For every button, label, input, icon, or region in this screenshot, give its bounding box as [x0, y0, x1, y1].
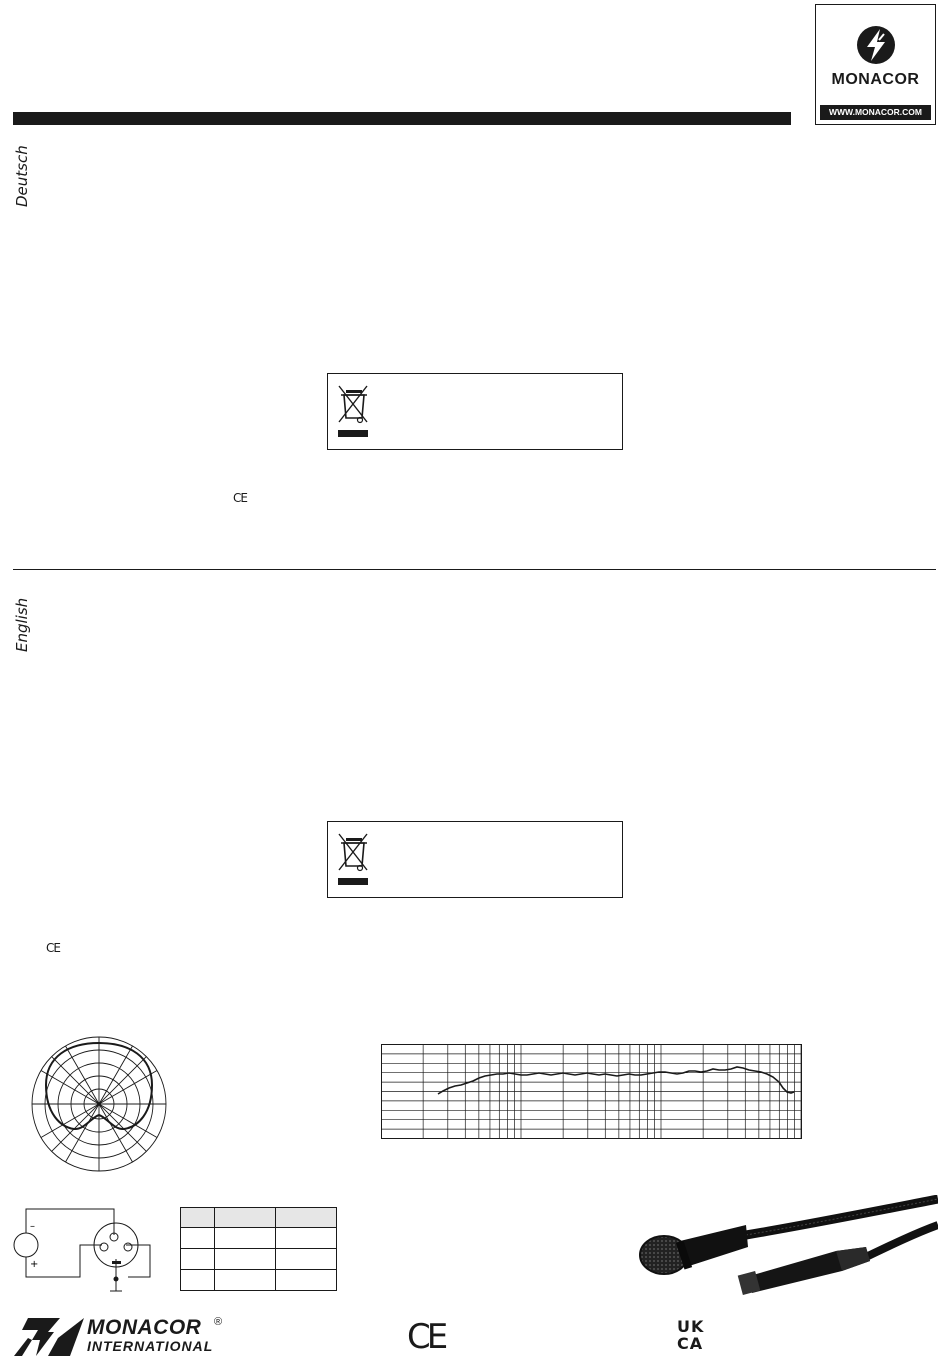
logo-brand-text: MONACOR: [831, 71, 920, 88]
section-divider: [13, 569, 936, 570]
gooseneck-microphone-image: [636, 1195, 938, 1295]
language-label-english: English: [13, 597, 31, 652]
table-cell: [276, 1228, 337, 1249]
disposal-notice-box: [327, 821, 623, 898]
ce-mark-large: CE: [407, 1317, 445, 1357]
frequency-response-graph: [381, 1044, 802, 1139]
table-row: [181, 1270, 337, 1291]
svg-text:+: +: [30, 1259, 39, 1270]
ce-mark-small: CE: [233, 491, 247, 505]
table-cell: [181, 1270, 215, 1291]
ukca-line-2: CA: [677, 1334, 704, 1353]
table-cell: [215, 1249, 276, 1270]
monacor-international-logo: [14, 1316, 234, 1356]
table-header-cell: [181, 1208, 215, 1228]
table-row: [181, 1249, 337, 1270]
language-label-deutsch: Deutsch: [13, 145, 31, 207]
ukca-line-1: UK: [677, 1317, 705, 1336]
table-header-row: [181, 1208, 337, 1228]
pin-assignment-table: [180, 1207, 337, 1291]
svg-text:–: –: [30, 1221, 35, 1232]
table-cell: [276, 1249, 337, 1270]
table-header-cell: [215, 1208, 276, 1228]
lightning-circle-icon: [856, 25, 896, 65]
ukca-mark: [677, 1318, 704, 1352]
xlr-connector-schematic: [10, 1195, 160, 1295]
logo-url: WWW.MONACOR.COM: [820, 105, 931, 120]
disposal-notice-box: [327, 373, 623, 450]
table-cell: [276, 1270, 337, 1291]
monacor-logo-box: [815, 4, 936, 125]
table-cell: [215, 1228, 276, 1249]
registered-mark: ®: [214, 1316, 223, 1328]
monacor-lightning-logo-icon: [14, 1318, 84, 1356]
footer-brand: MONACOR: [87, 1316, 202, 1339]
header-bar: [13, 112, 791, 125]
footer-brand-sub: INTERNATIONAL: [87, 1338, 214, 1354]
ce-mark-small: CE: [46, 941, 60, 955]
polar-pattern-diagram: [30, 1035, 168, 1173]
table-cell: [181, 1228, 215, 1249]
table-cell: [215, 1270, 276, 1291]
frequency-response-curve: [438, 1067, 794, 1094]
crossed-out-wheelie-bin-icon: [336, 830, 370, 888]
table-row: [181, 1228, 337, 1249]
crossed-out-wheelie-bin-icon: [336, 382, 370, 440]
table-cell: [181, 1249, 215, 1270]
table-header-cell: [276, 1208, 337, 1228]
